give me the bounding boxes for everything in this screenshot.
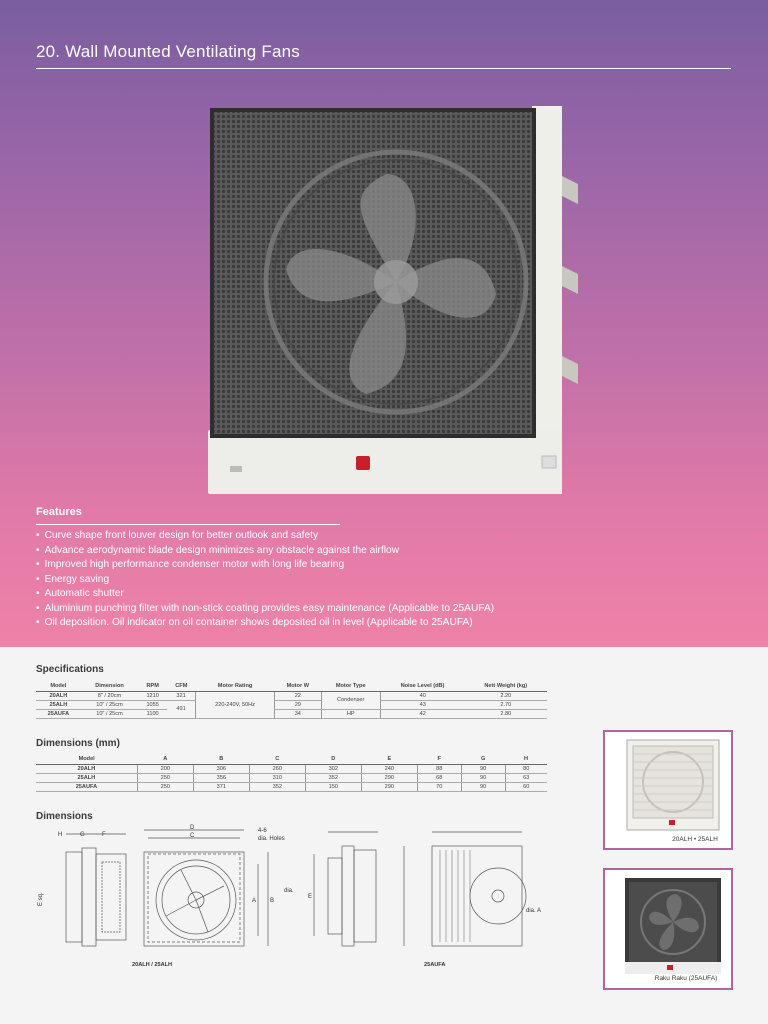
feature-item: • Improved high performance condenser motor with long life bearing [36, 558, 494, 573]
cell-h: 63 [505, 773, 547, 782]
table-header-row [36, 754, 547, 764]
cell-motor-w: 34 [275, 709, 321, 718]
column-header: F [417, 754, 461, 764]
cell-a: 250 [137, 782, 193, 791]
table-row [36, 773, 547, 782]
cell-e: 290 [361, 782, 417, 791]
column-header: Dimension [81, 681, 138, 691]
column-header: Nett Weight (kg) [465, 681, 547, 691]
cell-cfm: 321 [167, 691, 195, 700]
feature-item: • Curve shape front louver design for better outlook and safety [36, 529, 494, 544]
feature-item: • Energy saving [36, 573, 494, 588]
cell-h: 80 [505, 764, 547, 773]
specifications-table [36, 681, 547, 719]
cell-d: 302 [305, 764, 361, 773]
cell-a: 250 [137, 773, 193, 782]
dimension-drawings [36, 824, 542, 964]
cell-dimension: 10" / 25cm [81, 709, 138, 718]
cell-a: 200 [137, 764, 193, 773]
dimensions-table-heading: Dimensions (mm) [36, 738, 120, 749]
table-row [36, 782, 547, 791]
cell-motor-w: 22 [275, 691, 321, 700]
cell-g: 90 [461, 773, 505, 782]
cell-weight: 2.80 [465, 709, 547, 718]
fan-product-image [206, 104, 568, 498]
dimensions-drawing-heading: Dimensions [36, 811, 93, 822]
dim-label-e-right: E [308, 894, 313, 900]
cell-rpm: 1210 [138, 691, 167, 700]
column-header: B [193, 754, 249, 764]
features-heading: Features [36, 506, 82, 518]
dim-label-c: C [190, 833, 195, 839]
cell-d: 352 [305, 773, 361, 782]
table-row [36, 764, 547, 773]
cell-c: 352 [249, 782, 305, 791]
cell-noise: 40 [380, 691, 464, 700]
column-header: H [505, 754, 547, 764]
thumbnail-20alh-25alh [603, 730, 733, 850]
cell-motor-w: 29 [275, 700, 321, 709]
cell-f: 70 [417, 782, 461, 791]
cell-g: 90 [461, 764, 505, 773]
column-header: Motor Type [321, 681, 380, 691]
cell-model: 25AUFA [36, 782, 137, 791]
column-header: E [361, 754, 417, 764]
table-row [36, 709, 547, 718]
drawing-caption-left: 20ALH / 25ALH [132, 962, 173, 968]
column-header: D [305, 754, 361, 764]
cell-dimension: 8" / 20cm [81, 691, 138, 700]
thumbnail-caption-1: 20ALH • 25ALH [672, 836, 718, 843]
cell-rpm: 1100 [138, 709, 167, 718]
feature-item: • Advance aerodynamic blade design minimizes any obstacle against the airflow [36, 544, 494, 559]
cell-noise: 43 [380, 700, 464, 709]
thumbnail-caption-2: Raku Raku (25AUFA) [654, 975, 718, 982]
column-header: A [137, 754, 193, 764]
cell-d: 150 [305, 782, 361, 791]
cell-rpm: 1055 [138, 700, 167, 709]
cell-motor-rating: 220-240V, 50Hz [196, 691, 275, 718]
table-row [36, 700, 547, 709]
column-header: G [461, 754, 505, 764]
cell-dimension: 10" / 25cm [81, 700, 138, 709]
cell-e: 290 [361, 773, 417, 782]
cell-noise: 42 [380, 709, 464, 718]
dim-label-d: D [190, 825, 195, 831]
column-header: Noise Level (dB) [380, 681, 464, 691]
cell-f: 88 [417, 764, 461, 773]
column-header: Motor Rating [196, 681, 275, 691]
dimensions-table [36, 754, 547, 792]
cell-b: 371 [193, 782, 249, 791]
dia-a-label: dia. A [526, 908, 542, 914]
dim-label-h: H [58, 832, 63, 838]
cell-cfm: 491 [167, 700, 195, 718]
drawing-caption-right: 25AUFA [424, 962, 446, 968]
cell-c: 260 [249, 764, 305, 773]
dim-label-f: F [102, 832, 106, 838]
holes-note-1: 4-6 [258, 828, 267, 834]
cell-model: 25ALH [36, 773, 137, 782]
dim-label-e: E sq. [38, 892, 44, 906]
column-header: C [249, 754, 305, 764]
cell-b: 306 [193, 764, 249, 773]
fan-black-thumbnail [605, 870, 731, 988]
column-header: Model [36, 681, 81, 691]
cell-f: 68 [417, 773, 461, 782]
cell-e: 240 [361, 764, 417, 773]
cell-g: 90 [461, 782, 505, 791]
page-title: 20. Wall Mounted Ventilating Fans [36, 42, 300, 61]
table-row [36, 691, 547, 700]
cell-model: 25ALH [36, 700, 81, 709]
feature-item: • Aluminium punching filter with non-stick coating provides easy maintenance (Applicable to 25AUFA) [36, 602, 494, 617]
cell-motor-type: Condenser [321, 691, 380, 709]
column-header: Motor W [275, 681, 321, 691]
column-header: Model [36, 754, 137, 764]
dia-label: dia. [284, 888, 294, 894]
feature-item: • Automatic shutter [36, 587, 494, 602]
dim-label-a: A [252, 898, 257, 904]
cell-c: 310 [249, 773, 305, 782]
cell-motor-type: HP [321, 709, 380, 718]
title-divider [36, 68, 731, 69]
table-header-row [36, 681, 547, 691]
cell-weight: 2.70 [465, 700, 547, 709]
cell-weight: 2.20 [465, 691, 547, 700]
fan-white-thumbnail [605, 732, 731, 848]
cell-model: 25AUFA [36, 709, 81, 718]
cell-b: 356 [193, 773, 249, 782]
thumbnail-25aufa [603, 868, 733, 990]
specifications-heading: Specifications [36, 664, 104, 675]
dim-label-g: G [80, 832, 85, 838]
features-divider [36, 524, 340, 525]
column-header: RPM [138, 681, 167, 691]
feature-item: • Oil deposition. Oil indicator on oil container shows deposited oil in level (Applicable to 25AUFA) [36, 616, 494, 631]
holes-note-2: dia. Holes [258, 836, 285, 842]
dim-label-b: B [270, 898, 275, 904]
cell-h: 60 [505, 782, 547, 791]
column-header: CFM [167, 681, 195, 691]
features-list [36, 529, 494, 631]
cell-model: 20ALH [36, 691, 81, 700]
cell-model: 20ALH [36, 764, 137, 773]
